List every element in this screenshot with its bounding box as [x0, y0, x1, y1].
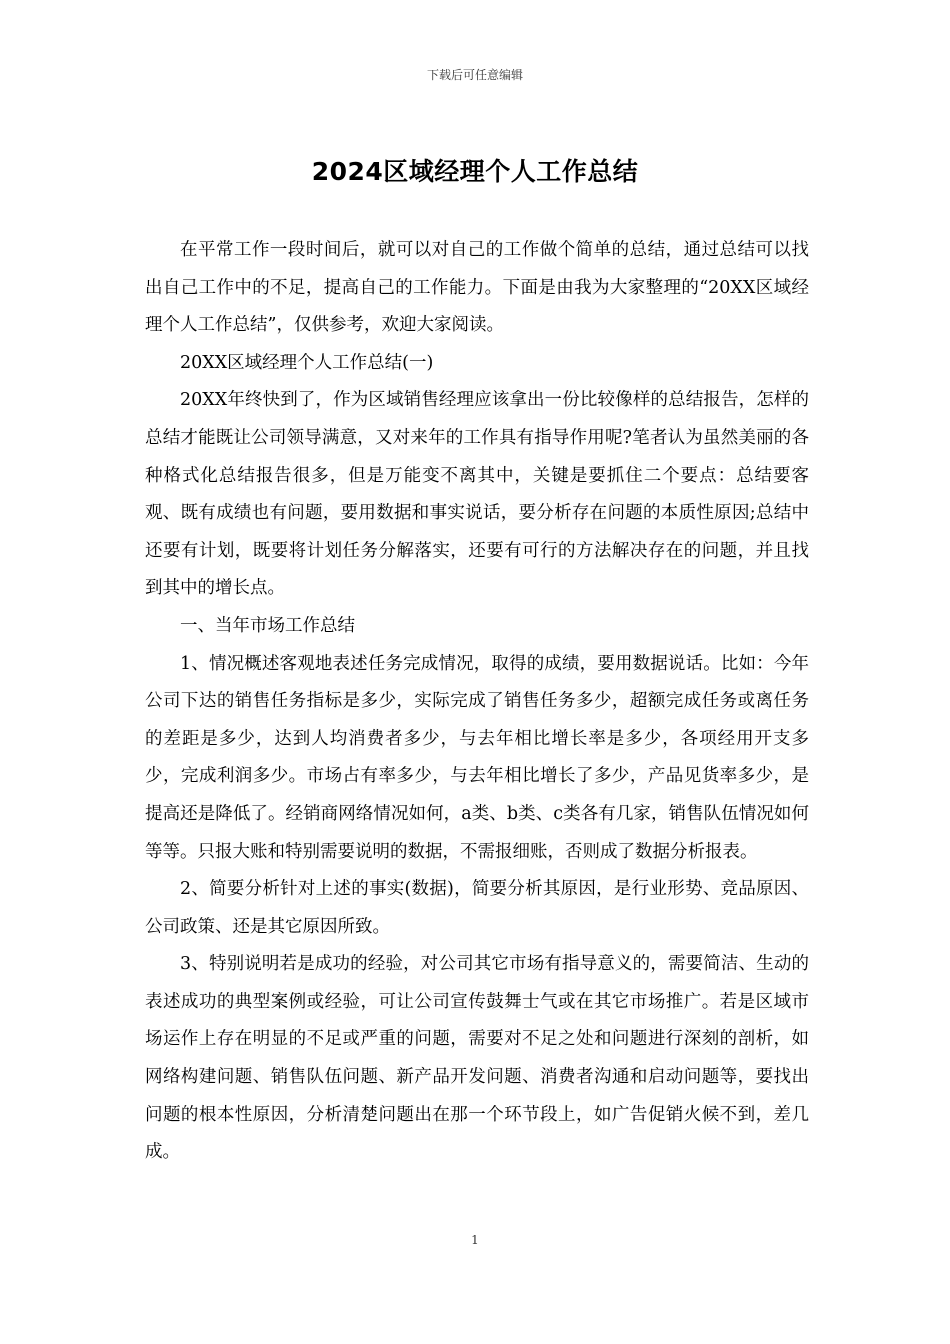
paragraph-section-heading: 20XX区域经理个人工作总结(一) — [180, 352, 434, 373]
page-number: 1 — [471, 1233, 479, 1247]
paragraph-item-2: 2、简要分析针对上述的事实(数据)，简要分析其原因，是行业形势、竞品原因、公司政策、还是其它原因所致。 — [145, 879, 809, 937]
paragraph-intro: 在平常工作一段时间后，就可以对自己的工作做个简单的总结，通过总结可以找出自己工作中的不足，提高自己的工作能力。下面是由我为大家整理的“20XX区域经理个人工作总结”，仅供参考，欢迎大家阅读。 — [145, 240, 809, 336]
paragraph-overview: 20XX年终快到了，作为区域销售经理应该拿出一份比较像样的总结报告，怎样的总结才能既让公司领导满意，又对来年的工作具有指导作用呢?笔者认为虽然美丽的各种格式化总结报告很多，但是万能变不离其中，关键是要抓住二个要点：总结要客观、既有成绩也有问题，要用数据和事实说话，要分析存在问题的本质性原因;总结中还要有计划，既要将计划任务分解落实，还要有可行的方法解决存在的问题，并且找到其中的增长点。 — [145, 390, 809, 599]
document-body — [145, 232, 809, 1172]
document-title: 2024区域经理个人工作总结 — [311, 157, 639, 186]
paragraph-subheading: 一、当年市场工作总结 — [180, 615, 355, 636]
paragraph-item-3: 3、特别说明若是成功的经验，对公司其它市场有指导意义的，需要简洁、生动的表述成功的典型案例或经验，可让公司宣传鼓舞士气或在其它市场推广。若是区域市场运作上存在明显的不足或严重的问题，需要对不足之处和问题进行深刻的剖析，如网络构建问题、销售队伍问题、新产品开发问题、消费者沟通和启动问题等，要找出问题的根本性原因，分析清楚问题出在那一个环节段上，如广告促销火候不到，差几成。 — [145, 954, 809, 1163]
page-header: 下载后可任意编辑 — [426, 68, 523, 82]
paragraph-item-1: 1、情况概述客观地表述任务完成情况，取得的成绩，要用数据说话。比如：今年公司下达的销售任务指标是多少，实际完成了销售任务多少，超额完成任务或离任务的差距是多少，达到人均消费者多少，与去年相比增长率是多少，各项经用开支多少，完成利润多少。市场占有率多少，与去年相比增长了多少，产品见货率多少，是提高还是降低了。经销商网络情况如何，a类、b类、c类各有几家，销售队伍情况如何等等。只报大账和特别需要说明的数据，不需报细账，否则成了数据分析报表。 — [145, 653, 809, 862]
